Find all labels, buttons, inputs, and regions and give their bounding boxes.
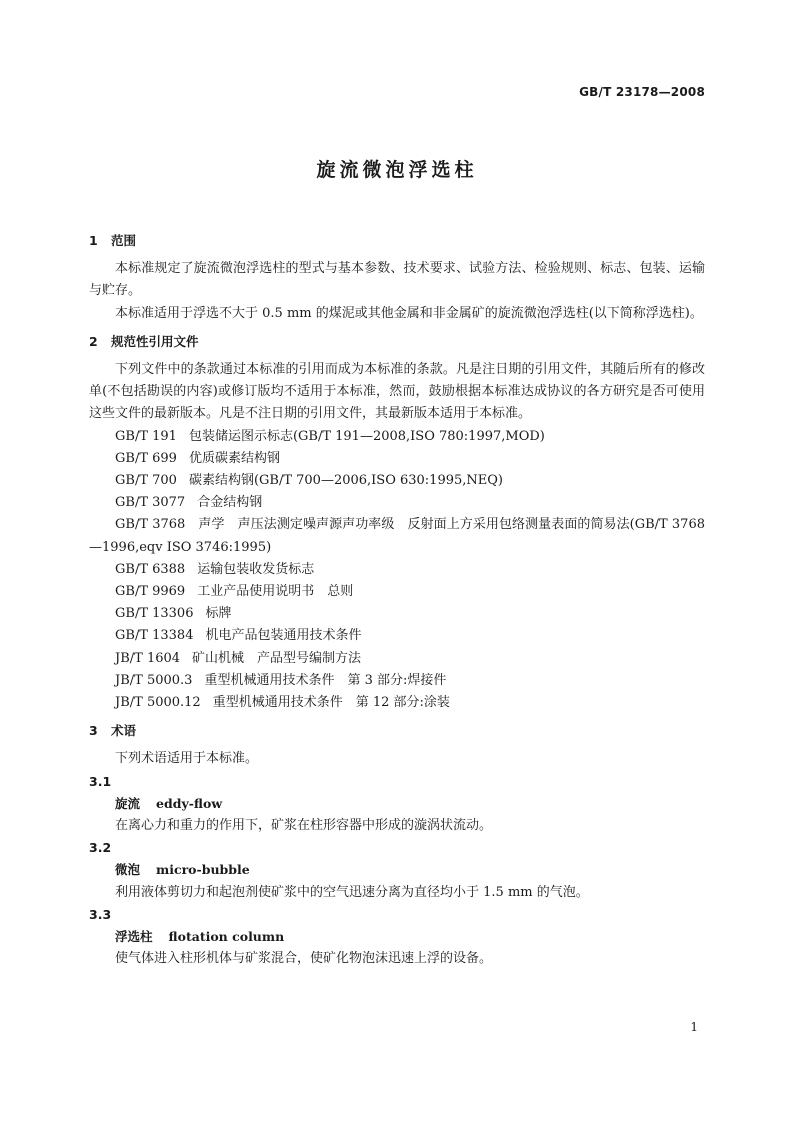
section-title: 规范性引用文件 [111,333,199,349]
section-heading-normative-references [89,331,705,353]
reference-code: GB/T 699 [115,450,177,466]
document-body [89,224,705,971]
reference-item [89,426,705,448]
reference-item-long: GB/T 3768 声学 声压法测定噪声源声功率级 反射面上方采用包络测量表面的简易法(GB/T 3768—1996,eqv ISO 3746:1995) [89,517,705,555]
term-english: eddy-flow [156,795,223,811]
reference-item [89,470,705,492]
reference-title: 重型机械通用技术条件 第 12 部分:涂装 [212,695,450,711]
reference-code: JB/T 1604 [115,650,181,666]
reference-code: GB/T 191 [115,428,177,444]
reference-code: GB/T 9969 [115,584,186,600]
term-entry [89,926,705,948]
reference-code: GB/T 13306 [115,606,194,622]
section-title: 范围 [111,233,137,248]
reference-item [89,692,705,714]
reference-title: 机电产品包装通用技术条件 [205,628,362,644]
term-chinese: 旋流 [115,795,141,811]
reference-item [89,492,705,514]
reference-title: 碳素结构钢(GB/T 700—2006,ISO 630:1995,NEQ) [188,473,503,489]
term-entry [89,859,705,881]
reference-title: 运输包装收发货标志 [197,561,315,577]
term-number: 3.2 [89,840,112,856]
reference-title: 合金结构钢 [197,495,263,511]
reference-title: 矿山机械 产品型号编制方法 [192,650,362,666]
reference-item [89,581,705,603]
section-heading-scope [89,230,705,252]
reference-title: 标牌 [205,606,232,622]
term-chinese: 微泡 [115,862,141,878]
reference-code: JB/T 5000.3 [115,672,193,688]
reference-item [89,625,705,647]
reference-title: 工业产品使用说明书 总则 [197,584,354,600]
standard-code: GB/T 23178—2008 [579,85,705,99]
term-number: 3.1 [89,773,112,789]
document-title: 旋流微泡浮选柱 [316,159,478,181]
reference-title: 重型机械通用技术条件 第 3 部分:焊接件 [204,672,447,688]
reference-item [89,559,705,581]
section-number: 1 [89,233,98,248]
section-title: 术语 [111,723,137,739]
reference-item [89,670,705,692]
reference-item [89,648,705,670]
paragraph: 下列术语适用于本标准。 [115,751,259,767]
term-number: 3.3 [89,906,112,922]
reference-title: 优质碳素结构钢 [188,450,280,466]
reference-code: GB/T 3077 [115,495,186,511]
section-number: 2 [89,333,98,349]
reference-item [89,448,705,470]
term-english: flotation column [168,929,285,945]
section-number: 3 [89,723,98,739]
reference-item [89,603,705,625]
term-entry [89,793,705,815]
paragraph: 本标准适用于浮选不大于 0.5 mm 的煤泥或其他金属和非金属矿的旋流微泡浮选柱(以下简称浮选柱)。 [115,305,703,321]
term-definition: 利用液体剪切力和起泡剂使矿浆中的空气迅速分离为直径均小于 1.5 mm 的气泡。 [115,884,589,900]
reference-code: JB/T 5000.12 [115,695,201,711]
term-chinese: 浮选柱 [115,929,153,945]
term-definition: 在离心力和重力的作用下，矿浆在柱形容器中形成的漩涡状流动。 [115,818,493,834]
reference-code: GB/T 700 [115,473,177,489]
section-heading-terms [89,720,705,742]
term-definition: 使气体进入柱形机体与矿浆混合，使矿化物泡沫迅速上浮的设备。 [115,951,493,967]
paragraph: 本标准规定了旋流微泡浮选柱的型式与基本参数、技术要求、试验方法、检验规则、标志、包装、运输与贮存。 [89,261,705,299]
reference-code: GB/T 13384 [115,628,194,644]
reference-code: GB/T 6388 [115,561,186,577]
term-english: micro-bubble [156,862,250,878]
reference-title: 包装储运图示标志(GB/T 191—2008,ISO 780:1997,MOD) [188,428,545,444]
page-number: 1 [690,1020,698,1034]
paragraph: 下列文件中的条款通过本标准的引用而成为本标准的条款。凡是注日期的引用文件，其随后所有的修改单(不包括勘误的内容)或修订版均不适用于本标准，然而，鼓励根据本标准达成协议的各方研究是否可使用这些文件的最新版本。凡是不注日期的引用文件，其最新版本适用于本标准。 [89,362,705,422]
